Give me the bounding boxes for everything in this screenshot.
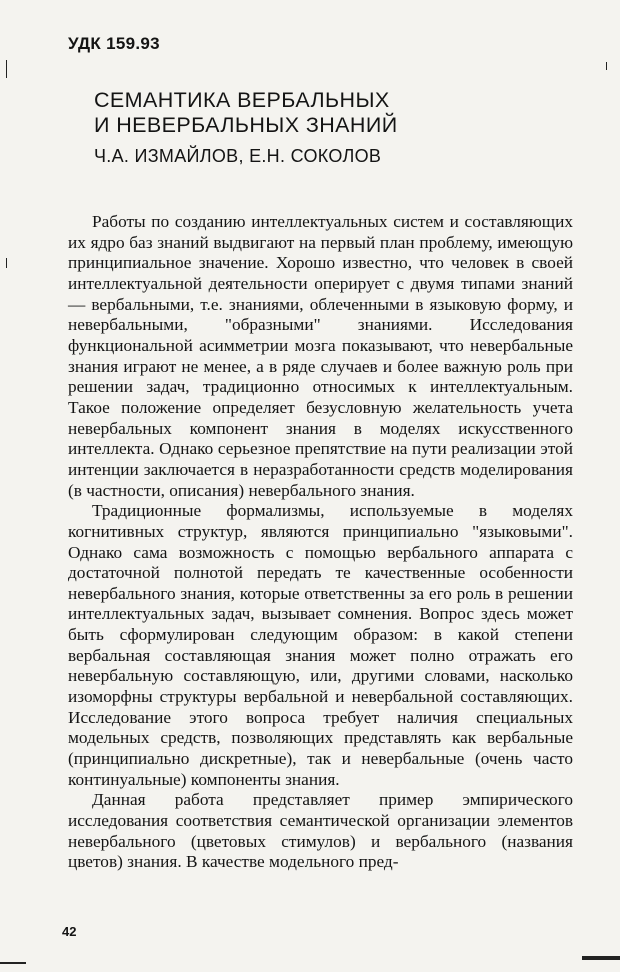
page-number: 42 <box>62 924 77 939</box>
scan-mark-bottom-right <box>582 956 620 960</box>
paragraph-3: Данная работа представляет пример эмпирического исследования соответствия семантической организации элементов невербального (цветовых стимулов) и вербального (названия цветов) знания. В качестве модельного пред- <box>68 790 573 872</box>
paragraph-2: Традиционные формализмы, используемые в моделях когнитивных структур, являются принципиально "языковыми". Однако сама возможность с помощью вербального аппарата с достаточной полнотой передать те качественные особенности невербального знания, которые ответственны за его роль в решении интеллектуальных задач, вызывает сомнения. Вопрос здесь может быть сформулирован следующим образом: в какой степени вербальная составляющая знания может полно отражать его невербальную составляющую, или, другими словами, насколько изоморфны структуры вербальной и невербальной составляющих. Исследование этого вопроса требует наличия специальных модельных средств, позволяющих представлять как вербальные (принципиально дискретные), так и невербальные (очень часто континуальные) компоненты знания. <box>68 501 573 789</box>
title-line-2: И НЕВЕРБАЛЬНЫХ ЗНАНИЙ <box>94 113 398 137</box>
title-line-1: СЕМАНТИКА ВЕРБАЛЬНЫХ <box>94 88 390 112</box>
scan-mark-bottom-left <box>0 962 26 964</box>
article-body <box>68 212 573 873</box>
scan-mark-left-2 <box>6 258 7 268</box>
scan-mark-right <box>606 62 607 70</box>
udk-code: УДК 159.93 <box>68 34 160 53</box>
paragraph-1: Работы по созданию интеллектуальных систем и составляющих их ядро баз знаний выдвигают на первый план проблему, имеющую принципиальное значение. Хорошо известно, что человек в своей интеллектуальной деятельности оперирует с двумя типами знаний — вербальными, т.е. знаниями, облеченными в языковую форму, и невербальными, "образными" знаниями. Исследования функциональной асимметрии мозга показывают, что невербальные знания играют не менее, а в ряде случаев и более важную роль при решении задач, традиционно относимых к интеллектуальным. Такое положение определяет безусловную желательность учета невербальных компонент знания в моделях искусственного интеллекта. Однако серьезное препятствие на пути реализации этой интенции заключается в неразработанности средств моделирования (в частности, описания) невербального знания. <box>68 212 573 500</box>
article-title <box>94 88 398 138</box>
scan-mark-left <box>6 60 7 78</box>
authors: Ч.А. ИЗМАЙЛОВ, Е.Н. СОКОЛОВ <box>94 146 382 166</box>
